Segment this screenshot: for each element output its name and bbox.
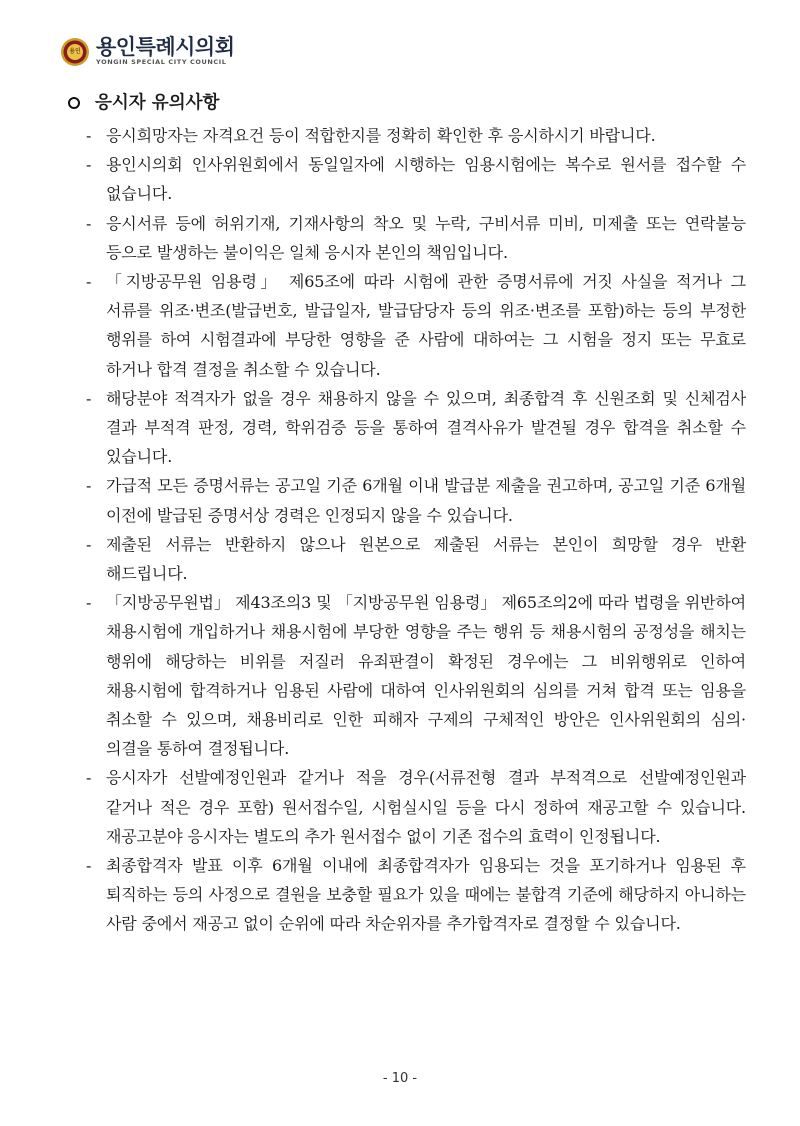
list-item: [86, 384, 746, 472]
seal-label: 용인: [69, 47, 81, 55]
list-item-text: 최종합격자 발표 이후 6개월 이내에 최종합격자가 임용되는 것을 포기하거나 임용된 후 퇴직하는 등의 사정으로 결원을 보충할 필요가 있을 때에는 불합격 기준에 해당하지 아니하는 사람 중에서 재공고 없이 순위에 따라 차순위자를 추가합격자로 결정할 수 있습니다.: [106, 856, 746, 934]
council-name-english: YONGIN SPECIAL CITY COUNCIL: [96, 58, 227, 66]
list-item: [86, 851, 746, 939]
logo-text: [96, 36, 235, 67]
dash-bullet: -: [86, 388, 92, 408]
list-item: [86, 763, 746, 851]
list-item: [86, 121, 746, 150]
dash-bullet: -: [86, 593, 92, 613]
list-item-text: 용인시의회 인사위원회에서 동일일자에 시행하는 임용시험에는 복수로 원서를 접수할 수 없습니다.: [106, 155, 746, 204]
dash-bullet: -: [86, 768, 92, 788]
list-item-text: 가급적 모든 증명서류는 공고일 기준 6개월 이내 발급분 제출을 권고하며, 공고일 기준 6개월 이전에 발급된 증명서상 경력은 인정되지 않을 수 있습니다.: [106, 476, 746, 525]
list-item-text: 응시서류 등에 허위기재, 기재사항의 착오 및 누락, 구비서류 미비, 미제출 또는 연락불능 등으로 발생하는 불이익은 일체 응시자 본인의 책임입니다.: [106, 213, 746, 262]
dash-bullet: -: [86, 856, 92, 876]
section-heading: [68, 91, 219, 115]
list-item: [86, 530, 746, 588]
list-item: [86, 267, 746, 384]
list-item-text: 해당분야 적격자가 없을 경우 채용하지 않을 수 있으며, 최종합격 후 신원조회 및 신체검사 결과 부적격 판정, 경력, 학위검증 등을 통하여 결격사유가 발견될 경우 합격을 취소할 수 있습니다.: [106, 388, 746, 467]
list-item: [86, 471, 746, 529]
council-logo: [60, 36, 235, 67]
list-item-text: 응시희망자는 자격요건 등이 적합한지를 정확히 확인한 후 응시하시기 바랍니다.: [106, 126, 656, 145]
list-item-text: 「지방공무원법」 제43조의3 및 「지방공무원 임용령」 제65조의2에 따라 법령을 위반하여 채용시험에 개입하거나 채용시험에 부당한 영향을 주는 행위 등 채용시험의 공정성을 해치는 행위에 해당하는 비위를 저질러 유죄판결이 확정된 경우에는 그 비위행위로 인하여 채용시험에 합격하거나 임용된 사람에 대하여 인사위원회의 심의를 거쳐 합격 또는 임용을 취소할 수 있으며, 채용비리로 인한 피해자 구제의 구체적인 방안은 인사위원회의 심의·의결을 통하여 결정됩니다.: [106, 593, 746, 759]
council-seal-icon: [60, 37, 90, 67]
dash-bullet: -: [86, 213, 92, 233]
list-item-text: 응시자가 선발예정인원과 같거나 적을 경우(서류전형 결과 부적격으로 선발예정인원과 같거나 적은 경우 포함) 원서접수일, 시험실시일 등을 다시 정하여 재공고할 수 있습니다. 재공고분야 응시자는 별도의 추가 원서접수 없이 기존 접수의 효력이 인정됩니다.: [106, 768, 746, 846]
dash-bullet: -: [86, 155, 92, 175]
list-item: [86, 588, 746, 763]
dash-bullet: -: [86, 534, 92, 554]
notice-list: [86, 121, 746, 939]
section-title: 응시자 유의사항: [95, 93, 220, 113]
list-item: [86, 150, 746, 208]
dash-bullet: -: [86, 126, 92, 145]
council-name: 용인특례시의회: [96, 35, 235, 59]
dash-bullet: -: [86, 476, 92, 496]
page-number: - 10 -: [382, 1071, 418, 1086]
list-item-text: 「지방공무원 임용령」 제65조에 따라 시험에 관한 증명서류에 거짓 사실을 적거나 그 서류를 위조·변조(발급번호, 발급일자, 발급담당자 등의 위조·변조를 포함)하는 등의 부정한 행위를 하여 시험결과에 부당한 영향을 준 사람에 대하여는 그 시험을 정지 또는 무효로 하거나 합격 결정을 취소할 수 있습니다.: [106, 272, 746, 379]
list-item: [86, 209, 746, 267]
dash-bullet: -: [86, 272, 92, 292]
circle-bullet-icon: [68, 97, 80, 109]
list-item-text: 제출된 서류는 반환하지 않으나 원본으로 제출된 서류는 본인이 희망할 경우 반환 해드립니다.: [106, 534, 746, 584]
